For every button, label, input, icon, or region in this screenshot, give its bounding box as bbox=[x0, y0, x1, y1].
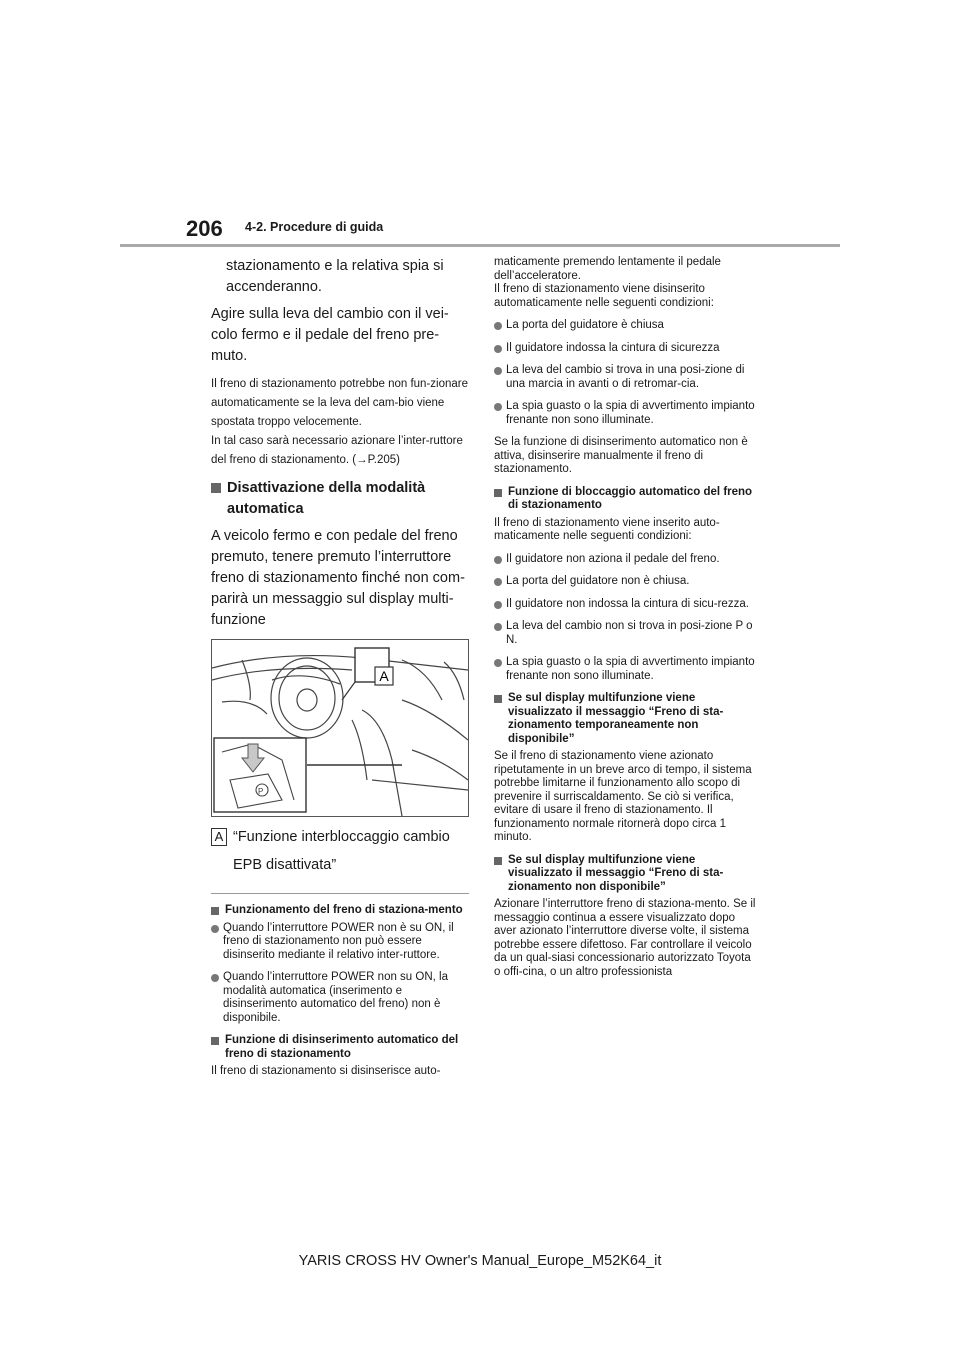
subheading bbox=[211, 904, 469, 918]
list-item-text: Quando l’interruttore POWER non su ON, la modalità automatica (inserimento e disinserimento automatico del freno) non è disponibile. bbox=[223, 971, 448, 1024]
subheading-text: Se sul display multifunzione viene visualizzato il messaggio “Freno di sta-zionamento temporaneamente non disponibile” bbox=[508, 692, 724, 745]
caption-badge: A bbox=[211, 828, 227, 846]
bullet-dot-icon bbox=[494, 403, 502, 411]
left-column bbox=[211, 256, 469, 1088]
section-title: 4-2. Procedure di guida bbox=[245, 220, 384, 234]
caption-text: “Funzione interbloccaggio cambio EPB disattivata” bbox=[233, 829, 450, 873]
paragraph: Azionare l’interruttore freno di staziona-mento. Se il messaggio continua a essere visualizzato dopo aver azionato l’interruttore diverse volte, il sistema potrebbe essere difettoso. Far controllare il veicolo da un qual-siasi concessionario autorizzato Toyota o offi-cina, o un altro professionista bbox=[494, 898, 756, 978]
subheading-text: Funzionamento del freno di staziona-mento bbox=[225, 904, 463, 916]
list-item bbox=[211, 922, 469, 963]
header-rule bbox=[120, 244, 840, 247]
list-item-text: Il guidatore non indossa la cintura di sicu-rezza. bbox=[506, 597, 749, 610]
square-bullet-icon bbox=[494, 695, 502, 703]
subheading-text: Funzione di bloccaggio automatico del freno di stazionamento bbox=[508, 485, 753, 511]
bullet-dot-icon bbox=[494, 322, 502, 330]
bullet-dot-icon bbox=[494, 578, 502, 586]
paragraph: Il freno di stazionamento viene disinserito automaticamente nelle seguenti condizioni: bbox=[494, 283, 714, 309]
list-item-text: La leva del cambio si trova in una posi-zione di una marcia in avanti o di retromar-cia. bbox=[506, 364, 745, 390]
heading-text: Disattivazione della modalità automatica bbox=[227, 480, 426, 517]
subheading bbox=[494, 486, 756, 513]
list-item-text: La leva del cambio non si trova in posi-zione P o N. bbox=[506, 620, 753, 646]
bullet-dot-icon bbox=[494, 623, 502, 631]
list-item bbox=[494, 575, 756, 589]
right-column bbox=[494, 256, 756, 988]
list-item-text: La porta del guidatore non è chiusa. bbox=[506, 575, 690, 587]
figure-caption bbox=[211, 823, 469, 879]
list-item-text: Quando l’interruttore POWER non è su ON, il freno di stazionamento non può essere disinserito mediante il relativo inter-ruttore. bbox=[223, 921, 454, 961]
subheading bbox=[494, 692, 756, 746]
list-item bbox=[494, 553, 756, 567]
paragraph: Agire sulla leva del cambio con il vei-colo fermo e il pedale del freno pre-muto. bbox=[211, 306, 449, 364]
bullet-dot-icon bbox=[494, 659, 502, 667]
page-number: 206 bbox=[186, 216, 223, 241]
subheading-text: Se sul display multifunzione viene visualizzato il messaggio “Freno di sta-zionamento non disponibile” bbox=[508, 853, 724, 893]
heading bbox=[211, 478, 469, 520]
svg-text:P: P bbox=[258, 787, 264, 796]
list-item-text: La spia guasto o la spia di avvertimento impianto frenante non sono illuminate. bbox=[506, 656, 755, 682]
bullet-dot-icon bbox=[494, 556, 502, 564]
bullet-dot-icon bbox=[211, 974, 219, 982]
square-bullet-icon bbox=[494, 857, 502, 865]
paragraph: stazionamento e la relativa spia si accenderanno. bbox=[226, 258, 444, 295]
paragraph: Se il freno di stazionamento viene azionato ripetutamente in un breve arco di tempo, il sistema potrebbe limitarne il funzionamento allo scopo di prevenire il surriscaldamento. Se ciò si verifica, evitare di usare il freno di stazionamento. Il funzionamento normale ritornerà dopo circa 1 minuto. bbox=[494, 750, 752, 843]
square-bullet-icon bbox=[494, 489, 502, 497]
note: Il freno di stazionamento potrebbe non fun-zionare automaticamente se la leva del cam-bio viene spostata troppo velocemente. bbox=[211, 378, 468, 428]
paragraph: maticamente premendo lentamente il pedale dell’acceleratore. bbox=[494, 256, 721, 282]
list-item bbox=[494, 656, 756, 683]
subheading bbox=[211, 1034, 469, 1061]
paragraph: Il freno di stazionamento si disinserisce auto- bbox=[211, 1065, 441, 1077]
list-item-text: La porta del guidatore è chiusa bbox=[506, 319, 664, 331]
list-item-text: Il guidatore indossa la cintura di sicurezza bbox=[506, 341, 720, 354]
list-item bbox=[211, 971, 469, 1025]
subheading bbox=[494, 854, 756, 895]
figure-callout-label: A bbox=[379, 668, 389, 684]
list-item bbox=[494, 364, 756, 391]
list-item-text: Il guidatore non aziona il pedale del freno. bbox=[506, 552, 720, 565]
bullet-dot-icon bbox=[494, 601, 502, 609]
paragraph: A veicolo fermo e con pedale del freno premuto, tenere premuto l’interruttore freno di stazionamento finché non com-parirà un messaggio sul display multi-funzione bbox=[211, 528, 465, 628]
subheading-text: Funzione di disinserimento automatico del freno di stazionamento bbox=[225, 1034, 459, 1060]
list-item bbox=[494, 319, 756, 333]
footer-manual-title: YARIS CROSS HV Owner's Manual_Europe_M52K64_it bbox=[298, 1253, 662, 1269]
dashboard-illustration bbox=[212, 640, 468, 816]
bullet-dot-icon bbox=[494, 367, 502, 375]
square-bullet-icon bbox=[211, 1037, 219, 1045]
divider bbox=[211, 893, 469, 894]
list-item bbox=[494, 400, 756, 427]
list-item-text: La spia guasto o la spia di avvertimento impianto frenante non sono illuminate. bbox=[506, 400, 755, 426]
bullet-dot-icon bbox=[494, 345, 502, 353]
square-bullet-icon bbox=[211, 907, 219, 915]
paragraph: Il freno di stazionamento viene inserito auto-maticamente nelle seguenti condizioni: bbox=[494, 516, 720, 542]
bullet-dot-icon bbox=[211, 925, 219, 933]
illustration-parking-brake-switch bbox=[211, 639, 469, 817]
paragraph: Se la funzione di disinserimento automatico non è attiva, disinserire manualmente il freno di stazionamento. bbox=[494, 436, 748, 475]
square-bullet-icon bbox=[211, 483, 221, 493]
note: In tal caso sarà necessario azionare l’inter-ruttore del freno di stazionamento. (→P.205) bbox=[211, 435, 463, 466]
list-item bbox=[494, 342, 756, 356]
list-item bbox=[494, 620, 756, 647]
list-item bbox=[494, 598, 756, 612]
